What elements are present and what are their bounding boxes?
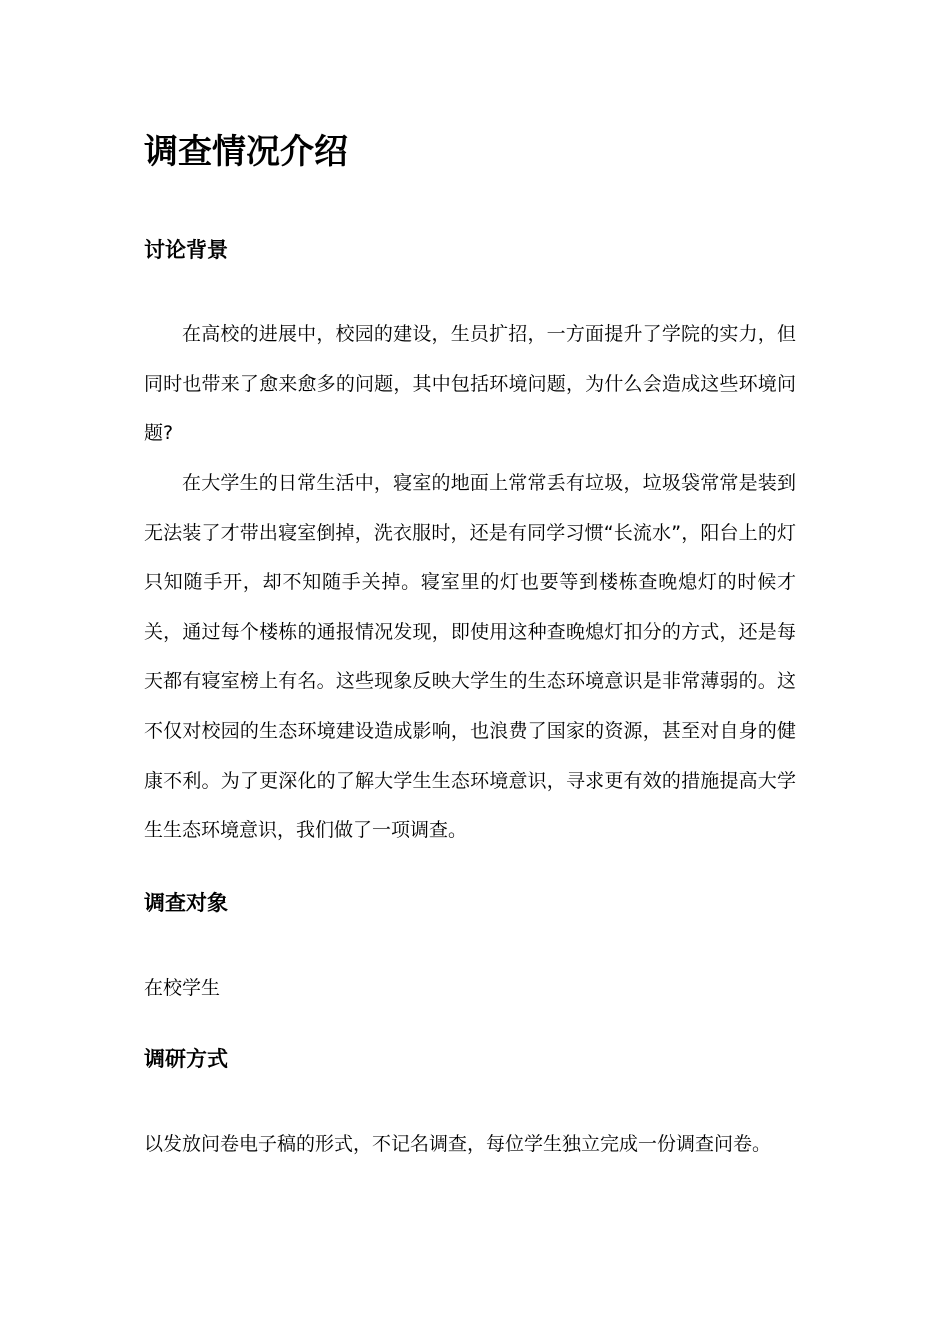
method-text: 以发放问卷电子稿的形式，不记名调查，每位学生独立完成一份调查问卷。 — [144, 1133, 772, 1155]
section-heading-subjects: 调查对象 — [144, 891, 228, 915]
background-paragraph-1: 在高校的进展中，校园的建设，生员扩招，一方面提升了学院的实力，但同时也带来了愈来愈多的问题，其中包括环境问题，为什么会造成这些环境问题? — [144, 323, 796, 445]
page-title: 调查情况介绍 — [144, 132, 348, 172]
section-heading-background: 讨论背景 — [144, 238, 228, 262]
background-paragraph-2: 在大学生的日常生活中，寝室的地面上常常丢有垃圾，垃圾袋常常是装到无法装了才带出寝室倒掉，洗衣服时，还是有同学习惯“长流水”，阳台上的灯只知随手开，却不知随手关掉。寝室里的灯也要等到楼栋查晚熄灯的时候才关，通过每个楼栋的通报情况发现，即使用这种查晚熄灯扣分的方式，还是每天都有寝室榜上有名。这些现象反映大学生的生态环境意识是非常薄弱的。这不仅对校园的生态环境建设造成影响，也浪费了国家的资源，甚至对自身的健康不利。为了更深化的了解大学生生态环境意识，寻求更有效的措施提高大学生生态环境意识，我们做了一项调查。 — [144, 472, 796, 842]
section-heading-method: 调研方式 — [144, 1047, 228, 1071]
subjects-text: 在校学生 — [144, 977, 221, 999]
